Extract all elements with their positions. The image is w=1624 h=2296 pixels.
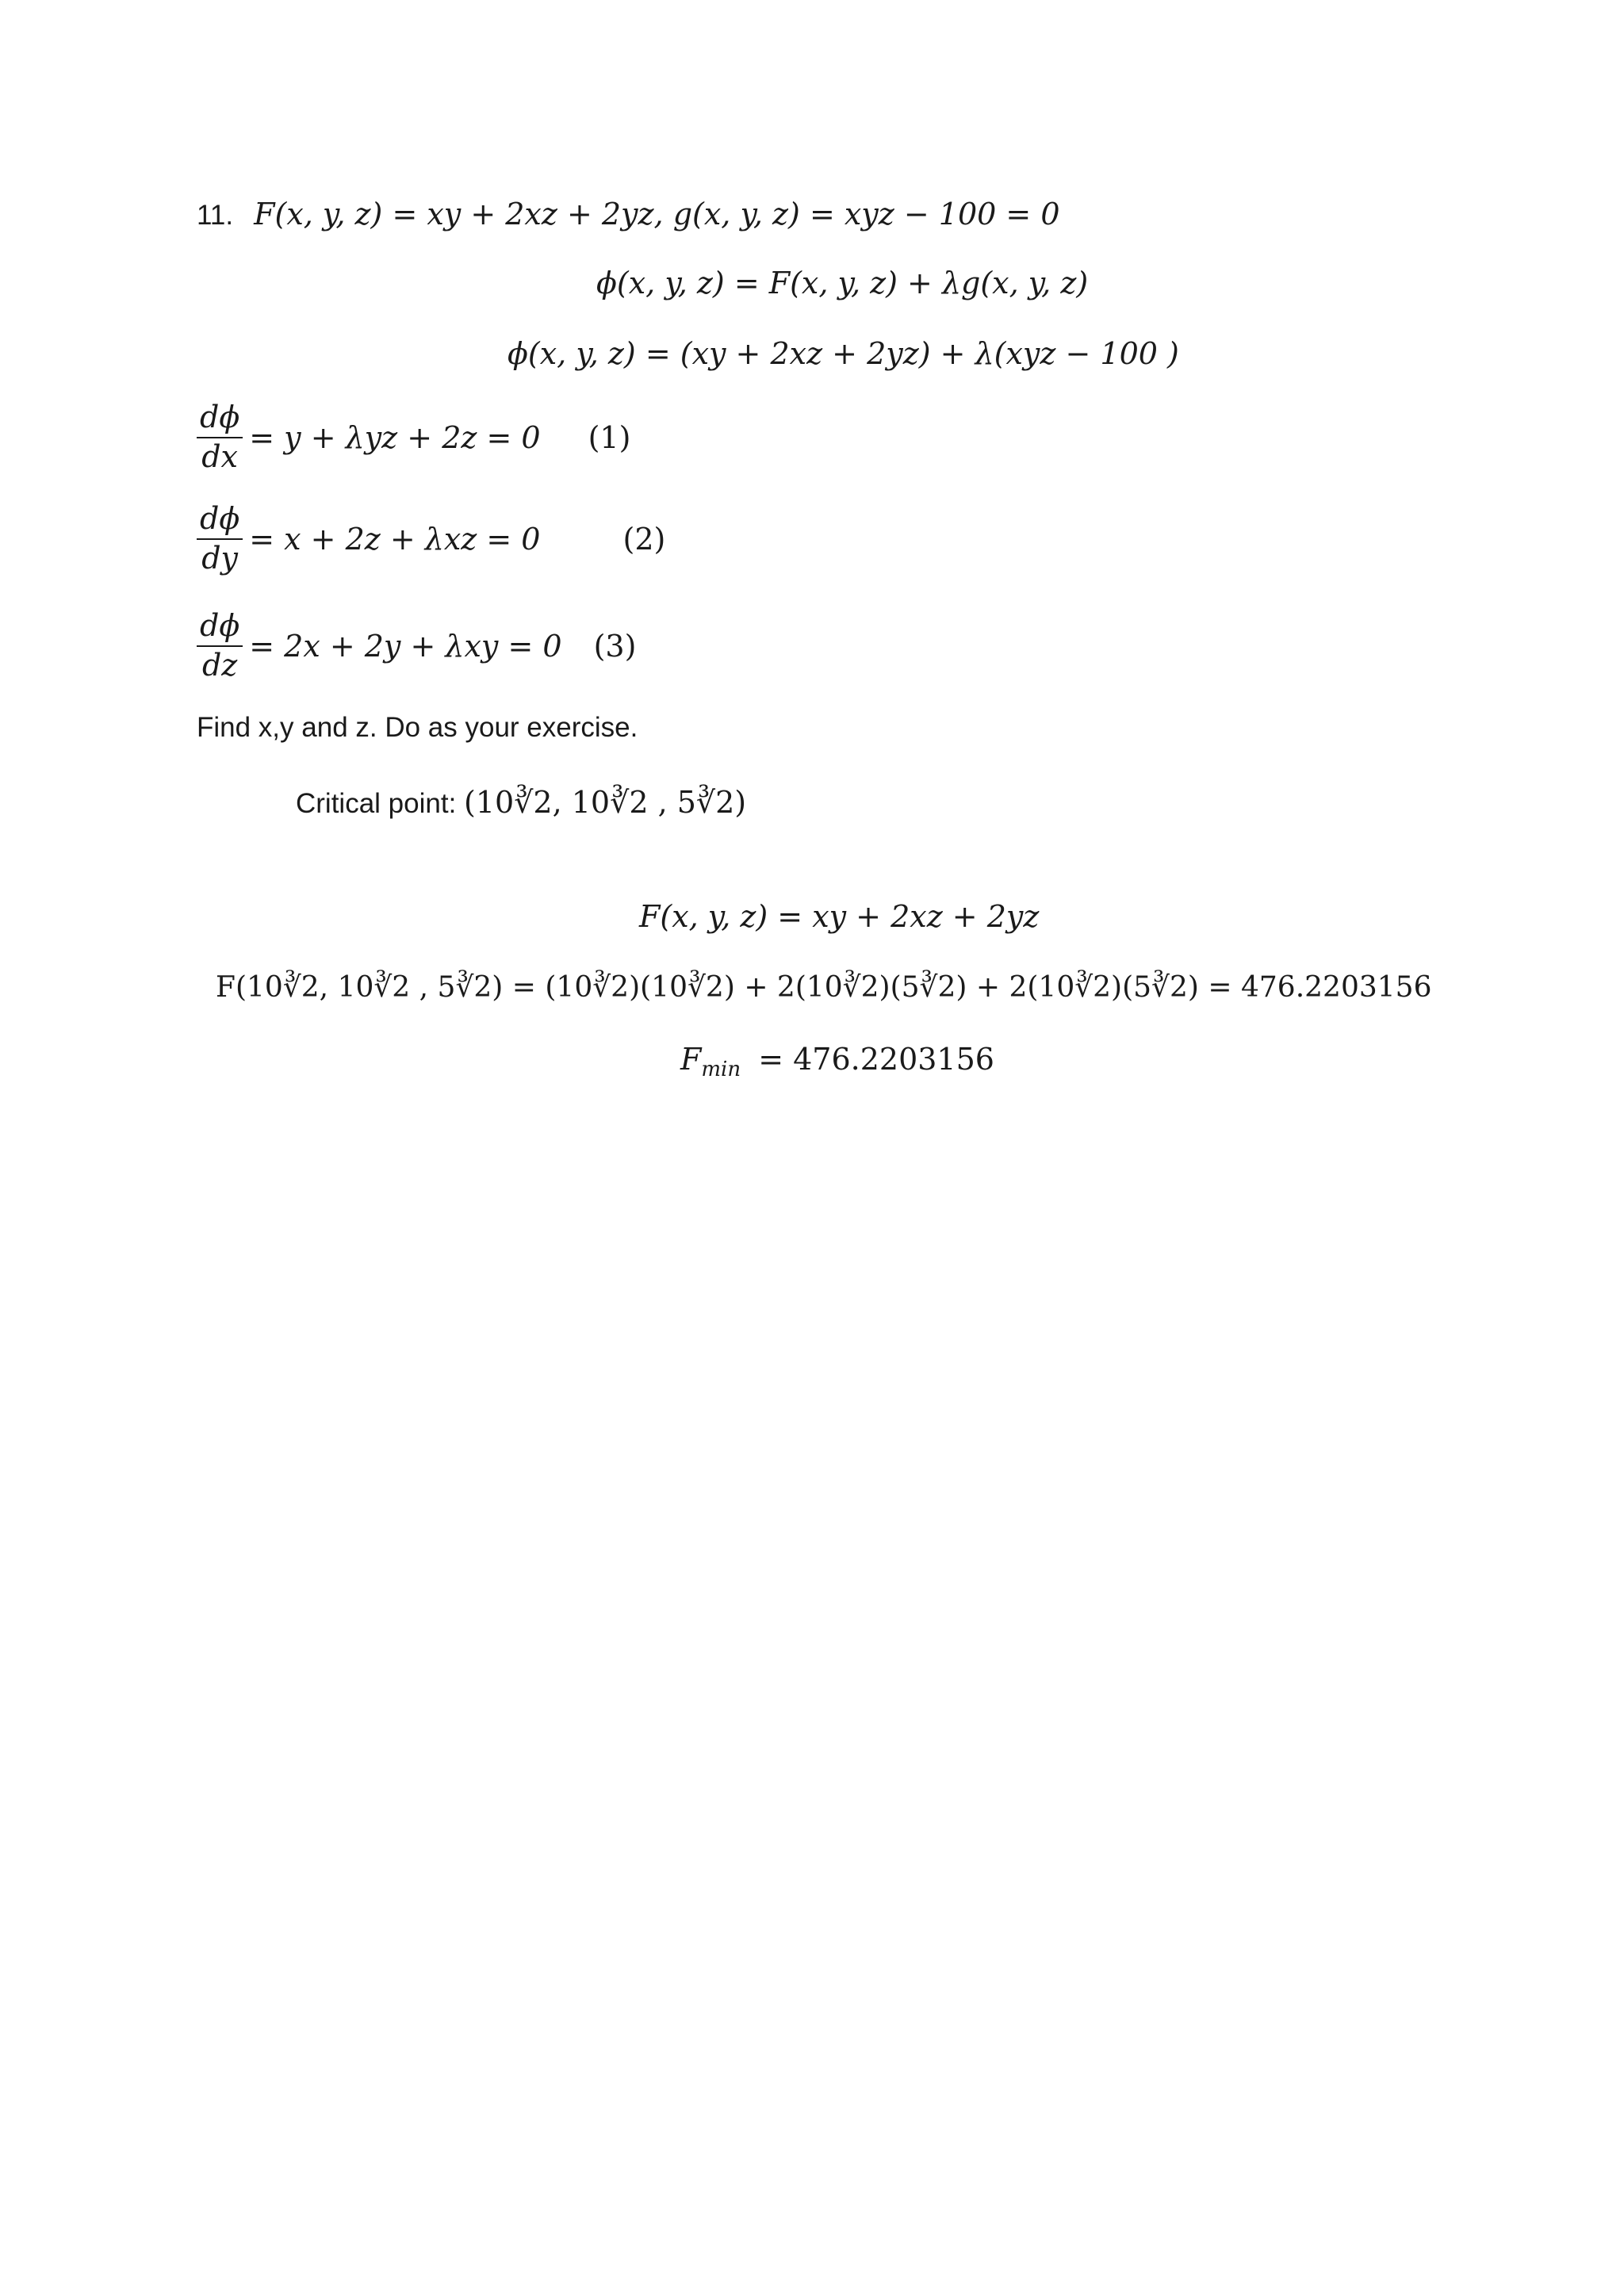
partial-z-rhs: = 2x + 2y + λxy = 0: [249, 628, 562, 664]
problem-definition: F(x, y, z) = xy + 2xz + 2yz, g(x, y, z) = xyz − 100 = 0: [254, 197, 1060, 232]
partial-x-fraction: [197, 400, 243, 474]
partial-z-equation: [197, 609, 636, 683]
equation-tag-2: (2): [622, 521, 666, 557]
partial-y-denominator: dy: [201, 540, 239, 576]
partial-y-rhs: = x + 2z + λxz = 0: [249, 521, 541, 557]
problem-line: [197, 197, 1060, 232]
partial-z-numerator: dϕ: [197, 609, 243, 647]
partial-y-numerator: dϕ: [197, 502, 243, 540]
partial-x-denominator: dx: [201, 438, 238, 474]
partial-y-fraction: [197, 502, 243, 576]
partial-x-equation: [197, 400, 630, 474]
minimum-value-line: [680, 1042, 994, 1081]
minimum-symbol: F: [680, 1042, 702, 1077]
objective-function: F(x, y, z) = xy + 2xz + 2yz: [639, 899, 1040, 934]
partial-x-numerator: dϕ: [197, 400, 243, 438]
minimum-value: = 476.2203156: [758, 1042, 994, 1077]
critical-point-label: Critical point:: [296, 788, 465, 819]
partial-y-equation: [197, 502, 665, 576]
objective-substitution: F(10∛2, 10∛2 , 5∛2) = (10∛2)(10∛2) + 2(10∛2)(5∛2) + 2(10∛2)(5∛2) = 476.2203156: [216, 971, 1432, 1004]
partial-x-rhs: = y + λyz + 2z = 0: [249, 419, 541, 455]
critical-point-value: (10∛2, 10∛2 , 5∛2): [464, 785, 747, 820]
equation-tag-3: (3): [593, 628, 637, 664]
instruction-text: Find x,y and z. Do as your exercise.: [197, 712, 638, 743]
critical-point-line: [296, 785, 746, 820]
partial-z-denominator: dz: [201, 647, 238, 683]
equation-tag-1: (1): [588, 419, 631, 455]
lagrangian-expanded: ϕ(x, y, z) = (xy + 2xz + 2yz) + λ(xyz − 100 ): [508, 336, 1179, 371]
problem-number: 11.: [197, 200, 234, 231]
partial-z-fraction: [197, 609, 243, 683]
lagrangian-general: ϕ(x, y, z) = F(x, y, z) + λg(x, y, z): [596, 266, 1089, 300]
minimum-subscript: min: [701, 1058, 741, 1081]
